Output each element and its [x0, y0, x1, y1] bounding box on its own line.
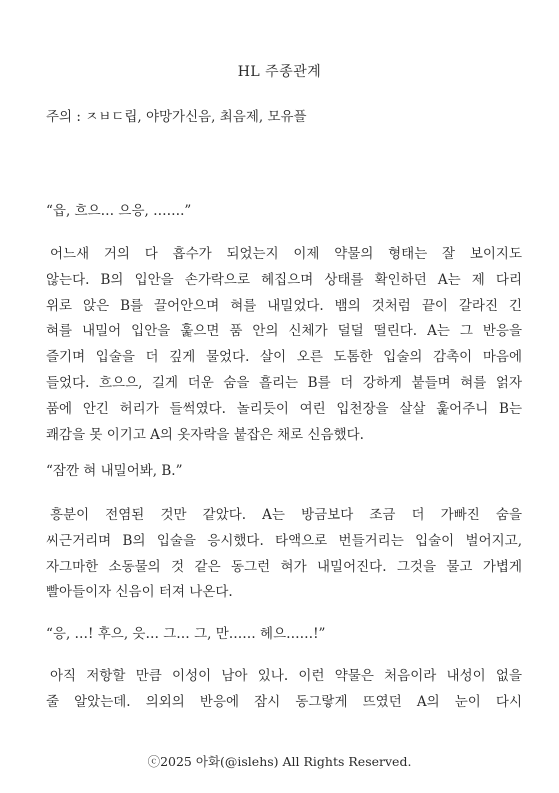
paragraph-2-line: 빨아들이자 신음이 터져 나온다. [46, 584, 233, 601]
paragraph-1 [46, 242, 522, 448]
paragraph-1-line: 쾌감을 못 이기고 A의 옷자락을 붙잡은 채로 신음했다. [46, 426, 364, 443]
paragraph-1-line: 즐기며 입술을 더 깊게 물었다. 살이 오른 도톰한 입술의 감촉이 마음에 [46, 349, 522, 366]
content-warning: 주의 : ㅈㅂㄷ립, 야망가신음, 최음제, 모유플 [46, 109, 307, 125]
paragraph-1-line: 위로 앉은 B를 끌어안으며 혀를 내밀었다. 뱀의 것처럼 끝이 갈라진 긴 [46, 297, 522, 314]
paragraph-3 [46, 664, 522, 716]
paragraph-1-line: 않는다. B의 입안을 손가락으로 헤집으며 상태를 확인하던 A는 제 다리 [46, 271, 522, 288]
paragraph-2-line: 씨근거리며 B의 입술을 응시했다. 타액으로 번들거리는 입술이 벌어지고, [46, 532, 522, 549]
paragraph-2-line: 흥분이 전염된 것만 같았다. A는 방금보다 조금 더 가빠진 숨을 [50, 507, 522, 523]
paragraph-1-line: 들었다. 흐으으, 길게 더운 숨을 흘리는 B를 더 강하게 붙들며 혀를 얽자 [46, 374, 522, 391]
paragraph-1-line: 혀를 내밀어 입안을 훑으면 품 안의 신체가 덜덜 떨린다. A는 그 반응을 [46, 323, 522, 340]
paragraph-2 [46, 503, 522, 606]
paragraph-1-line: 어느새 거의 다 흡수가 되었는지 이제 약물의 형태는 잘 보이지도 [50, 246, 522, 262]
paragraph-3-line: 아직 저항할 만큼 이성이 남아 있나. 이런 약물은 처음이라 내성이 없을 [50, 668, 522, 684]
paragraph-3-line: 줄 알았는데. 의외의 반응에 잠시 동그랗게 뜨였던 A의 눈이 다시 [46, 693, 522, 710]
paragraph-1-line: 품에 안긴 허리가 들썩였다. 놀리듯이 여린 입천장을 살살 훑어주니 B는 [46, 400, 522, 417]
copyright-footer: ⓒ2025 아화(@islehs) All Rights Reserved. [147, 754, 412, 769]
dialogue-line-2: “잠깐 혀 내밀어봐, B.” [46, 463, 183, 479]
page-title: HL 주종관계 [237, 64, 322, 80]
paragraph-2-line: 자그마한 소동물의 것 같은 동그런 혀가 내밀어진다. 그것을 물고 가볍게 [46, 558, 522, 575]
dialogue-line-3: “응, …! 후으, 읏… 그… 그, 만…… 헤으……!” [46, 626, 326, 642]
dialogue-line-1: “읍, 흐으… 으응, …….” [46, 203, 192, 219]
